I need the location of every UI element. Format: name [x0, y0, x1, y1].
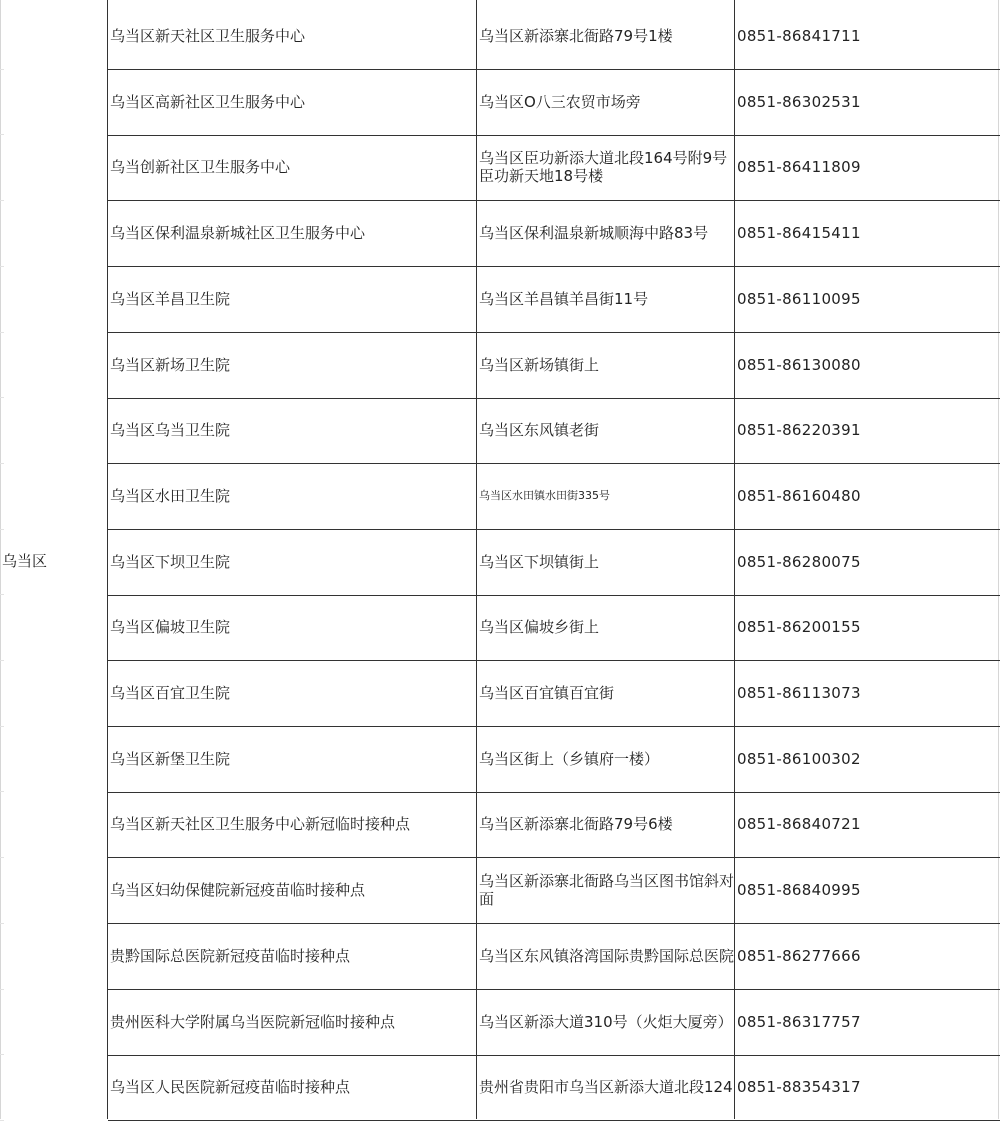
- phone-cell-text: 0851-86840995: [737, 880, 861, 899]
- address-cell-text: 乌当区偏坡乡街上: [479, 617, 600, 636]
- address-cell-text: 乌当区羊昌镇羊昌街11号: [479, 289, 649, 308]
- address-cell-text: 乌当区保利温泉新城顺海中路83号: [479, 223, 709, 242]
- phone-cell: [737, 463, 999, 528]
- table-row: [108, 923, 1000, 990]
- phone-cell: [737, 1054, 999, 1119]
- left-tick: [0, 857, 4, 858]
- site-name-cell: [110, 726, 476, 791]
- table-row: [108, 529, 1000, 596]
- site-name-cell: [110, 397, 476, 462]
- address-cell-text: 乌当区新添寨北衙路乌当区图书馆斜对面: [479, 871, 735, 908]
- left-tick: [0, 266, 4, 267]
- table-row: [108, 3, 1000, 70]
- phone-cell-text: 0851-86411809: [737, 157, 861, 176]
- left-tick: [0, 923, 4, 924]
- table-row: [108, 660, 1000, 727]
- address-cell-text: 乌当区新添寨北衙路79号1楼: [479, 26, 673, 45]
- table-row: [108, 726, 1000, 793]
- site-name-cell: [110, 134, 476, 199]
- site-name-cell: [110, 660, 476, 725]
- address-cell: [479, 463, 735, 528]
- left-tick: [0, 69, 4, 70]
- phone-cell-text: 0851-86415411: [737, 223, 861, 242]
- site-name-cell-text: 乌当区妇幼保健院新冠疫苗临时接种点: [110, 880, 366, 899]
- site-name-cell: [110, 266, 476, 331]
- table-row: [108, 134, 1000, 201]
- phone-cell: [737, 266, 999, 331]
- address-cell: [479, 529, 735, 594]
- site-name-cell-text: 乌当区新天社区卫生服务中心新冠临时接种点: [110, 814, 411, 833]
- phone-cell-text: 0851-86110095: [737, 289, 861, 308]
- left-tick: [0, 594, 4, 595]
- address-cell-text: 乌当区东风镇老街: [479, 420, 600, 439]
- address-cell-text: 乌当区水田镇水田街335号: [479, 488, 610, 502]
- site-name-cell-text: 乌当区乌当卫生院: [110, 420, 231, 439]
- site-name-cell: [110, 857, 476, 922]
- phone-cell-text: 0851-86277666: [737, 946, 861, 965]
- address-cell: [479, 332, 735, 397]
- site-name-cell: [110, 69, 476, 134]
- site-name-cell-text: 乌当区新天社区卫生服务中心: [110, 26, 306, 45]
- table-row: [108, 397, 1000, 464]
- address-cell: [479, 69, 735, 134]
- phone-cell-text: 0851-86220391: [737, 420, 861, 439]
- district-cell: 乌当区: [2, 552, 48, 570]
- phone-cell-text: 0851-86130080: [737, 355, 861, 374]
- left-tick: [0, 726, 4, 727]
- address-cell-text: 乌当区O八三农贸市场旁: [479, 92, 641, 111]
- address-cell-text: 乌当区下坝镇街上: [479, 552, 600, 571]
- address-cell: [479, 1054, 735, 1119]
- left-tick: [0, 989, 4, 990]
- phone-cell-text: 0851-88354317: [737, 1077, 861, 1096]
- table-row: [108, 594, 1000, 661]
- left-tick: [0, 529, 4, 530]
- address-cell: [479, 397, 735, 462]
- site-name-cell: [110, 463, 476, 528]
- site-name-cell-text: 乌当区新场卫生院: [110, 355, 231, 374]
- phone-cell-text: 0851-86113073: [737, 683, 861, 702]
- table-row: [108, 1054, 1000, 1121]
- phone-cell: [737, 69, 999, 134]
- site-name-cell: [110, 200, 476, 265]
- site-name-cell: [110, 989, 476, 1054]
- left-tick: [0, 134, 4, 135]
- table-row: [108, 791, 1000, 858]
- address-cell-text: 乌当区街上（乡镇府一楼）: [479, 749, 660, 768]
- phone-cell-text: 0851-86317757: [737, 1012, 861, 1031]
- phone-cell: [737, 989, 999, 1054]
- site-name-cell: [110, 1054, 476, 1119]
- address-cell: [479, 726, 735, 791]
- address-cell: [479, 266, 735, 331]
- address-cell-text: 乌当区臣功新添大道北段164号附9号臣功新天地18号楼: [479, 148, 728, 185]
- address-cell: [479, 923, 735, 988]
- left-tick: [0, 332, 4, 333]
- site-name-cell: [110, 923, 476, 988]
- phone-cell-text: 0851-86280075: [737, 552, 861, 571]
- phone-cell-text: 0851-86841711: [737, 26, 861, 45]
- site-name-cell-text: 乌当区人民医院新冠疫苗临时接种点: [110, 1077, 351, 1096]
- phone-cell-text: 0851-86840721: [737, 814, 861, 833]
- site-name-cell-text: 乌当区偏坡卫生院: [110, 617, 231, 636]
- left-tick: [0, 791, 4, 792]
- address-cell: [479, 134, 735, 199]
- phone-cell: [737, 200, 999, 265]
- phone-cell: [737, 923, 999, 988]
- table-row: [108, 200, 1000, 267]
- site-name-cell-text: 贵黔国际总医院新冠疫苗临时接种点: [110, 946, 351, 965]
- phone-cell: [737, 529, 999, 594]
- site-name-cell-text: 乌当区高新社区卫生服务中心: [110, 92, 306, 111]
- table-row: [108, 332, 1000, 399]
- site-name-cell: [110, 3, 476, 68]
- phone-cell: [737, 857, 999, 922]
- site-name-cell: [110, 529, 476, 594]
- address-cell: [479, 594, 735, 659]
- site-name-cell-text: 乌当创新社区卫生服务中心: [110, 157, 291, 176]
- left-border: [0, 0, 1, 1119]
- site-name-cell: [110, 332, 476, 397]
- phone-cell: [737, 3, 999, 68]
- phone-cell-text: 0851-86100302: [737, 749, 861, 768]
- address-cell-text: 乌当区百宜镇百宜街: [479, 683, 615, 702]
- site-name-cell-text: 乌当区下坝卫生院: [110, 552, 231, 571]
- left-tick: [0, 397, 4, 398]
- address-cell: [479, 791, 735, 856]
- address-cell: [479, 989, 735, 1054]
- phone-cell: [737, 791, 999, 856]
- table-row: [108, 69, 1000, 136]
- site-name-cell: [110, 594, 476, 659]
- site-name-cell-text: 乌当区百宜卫生院: [110, 683, 231, 702]
- address-cell-text: 乌当区新场镇街上: [479, 355, 600, 374]
- site-name-cell-text: 乌当区新堡卫生院: [110, 749, 231, 768]
- table-row: [108, 989, 1000, 1056]
- site-name-cell-text: 乌当区水田卫生院: [110, 486, 231, 505]
- address-cell: [479, 200, 735, 265]
- address-cell-text: 贵州省贵阳市乌当区新添大道北段124: [479, 1077, 733, 1096]
- phone-cell: [737, 726, 999, 791]
- phone-cell-text: 0851-86200155: [737, 617, 861, 636]
- address-cell-text: 乌当区东风镇洛湾国际贵黔国际总医院: [479, 946, 735, 965]
- phone-cell-text: 0851-86302531: [737, 92, 861, 111]
- phone-cell: [737, 134, 999, 199]
- address-cell: [479, 857, 735, 922]
- address-cell-text: 乌当区新添大道310号（火炬大厦旁）: [479, 1012, 733, 1031]
- address-cell: [479, 3, 735, 68]
- phone-cell: [737, 332, 999, 397]
- table-row: [108, 857, 1000, 924]
- site-name-cell-text: 乌当区羊昌卫生院: [110, 289, 231, 308]
- table-row: [108, 266, 1000, 333]
- site-name-cell-text: 乌当区保利温泉新城社区卫生服务中心: [110, 223, 366, 242]
- site-name-cell: [110, 791, 476, 856]
- left-tick: [0, 463, 4, 464]
- phone-cell: [737, 397, 999, 462]
- phone-cell-text: 0851-86160480: [737, 486, 861, 505]
- site-name-cell-text: 贵州医科大学附属乌当医院新冠临时接种点: [110, 1012, 396, 1031]
- left-tick: [0, 1054, 4, 1055]
- table-row: [108, 463, 1000, 530]
- phone-cell: [737, 660, 999, 725]
- left-tick: [0, 660, 4, 661]
- address-cell-text: 乌当区新添寨北衙路79号6楼: [479, 814, 673, 833]
- left-tick: [0, 200, 4, 201]
- address-cell: [479, 660, 735, 725]
- phone-cell: [737, 594, 999, 659]
